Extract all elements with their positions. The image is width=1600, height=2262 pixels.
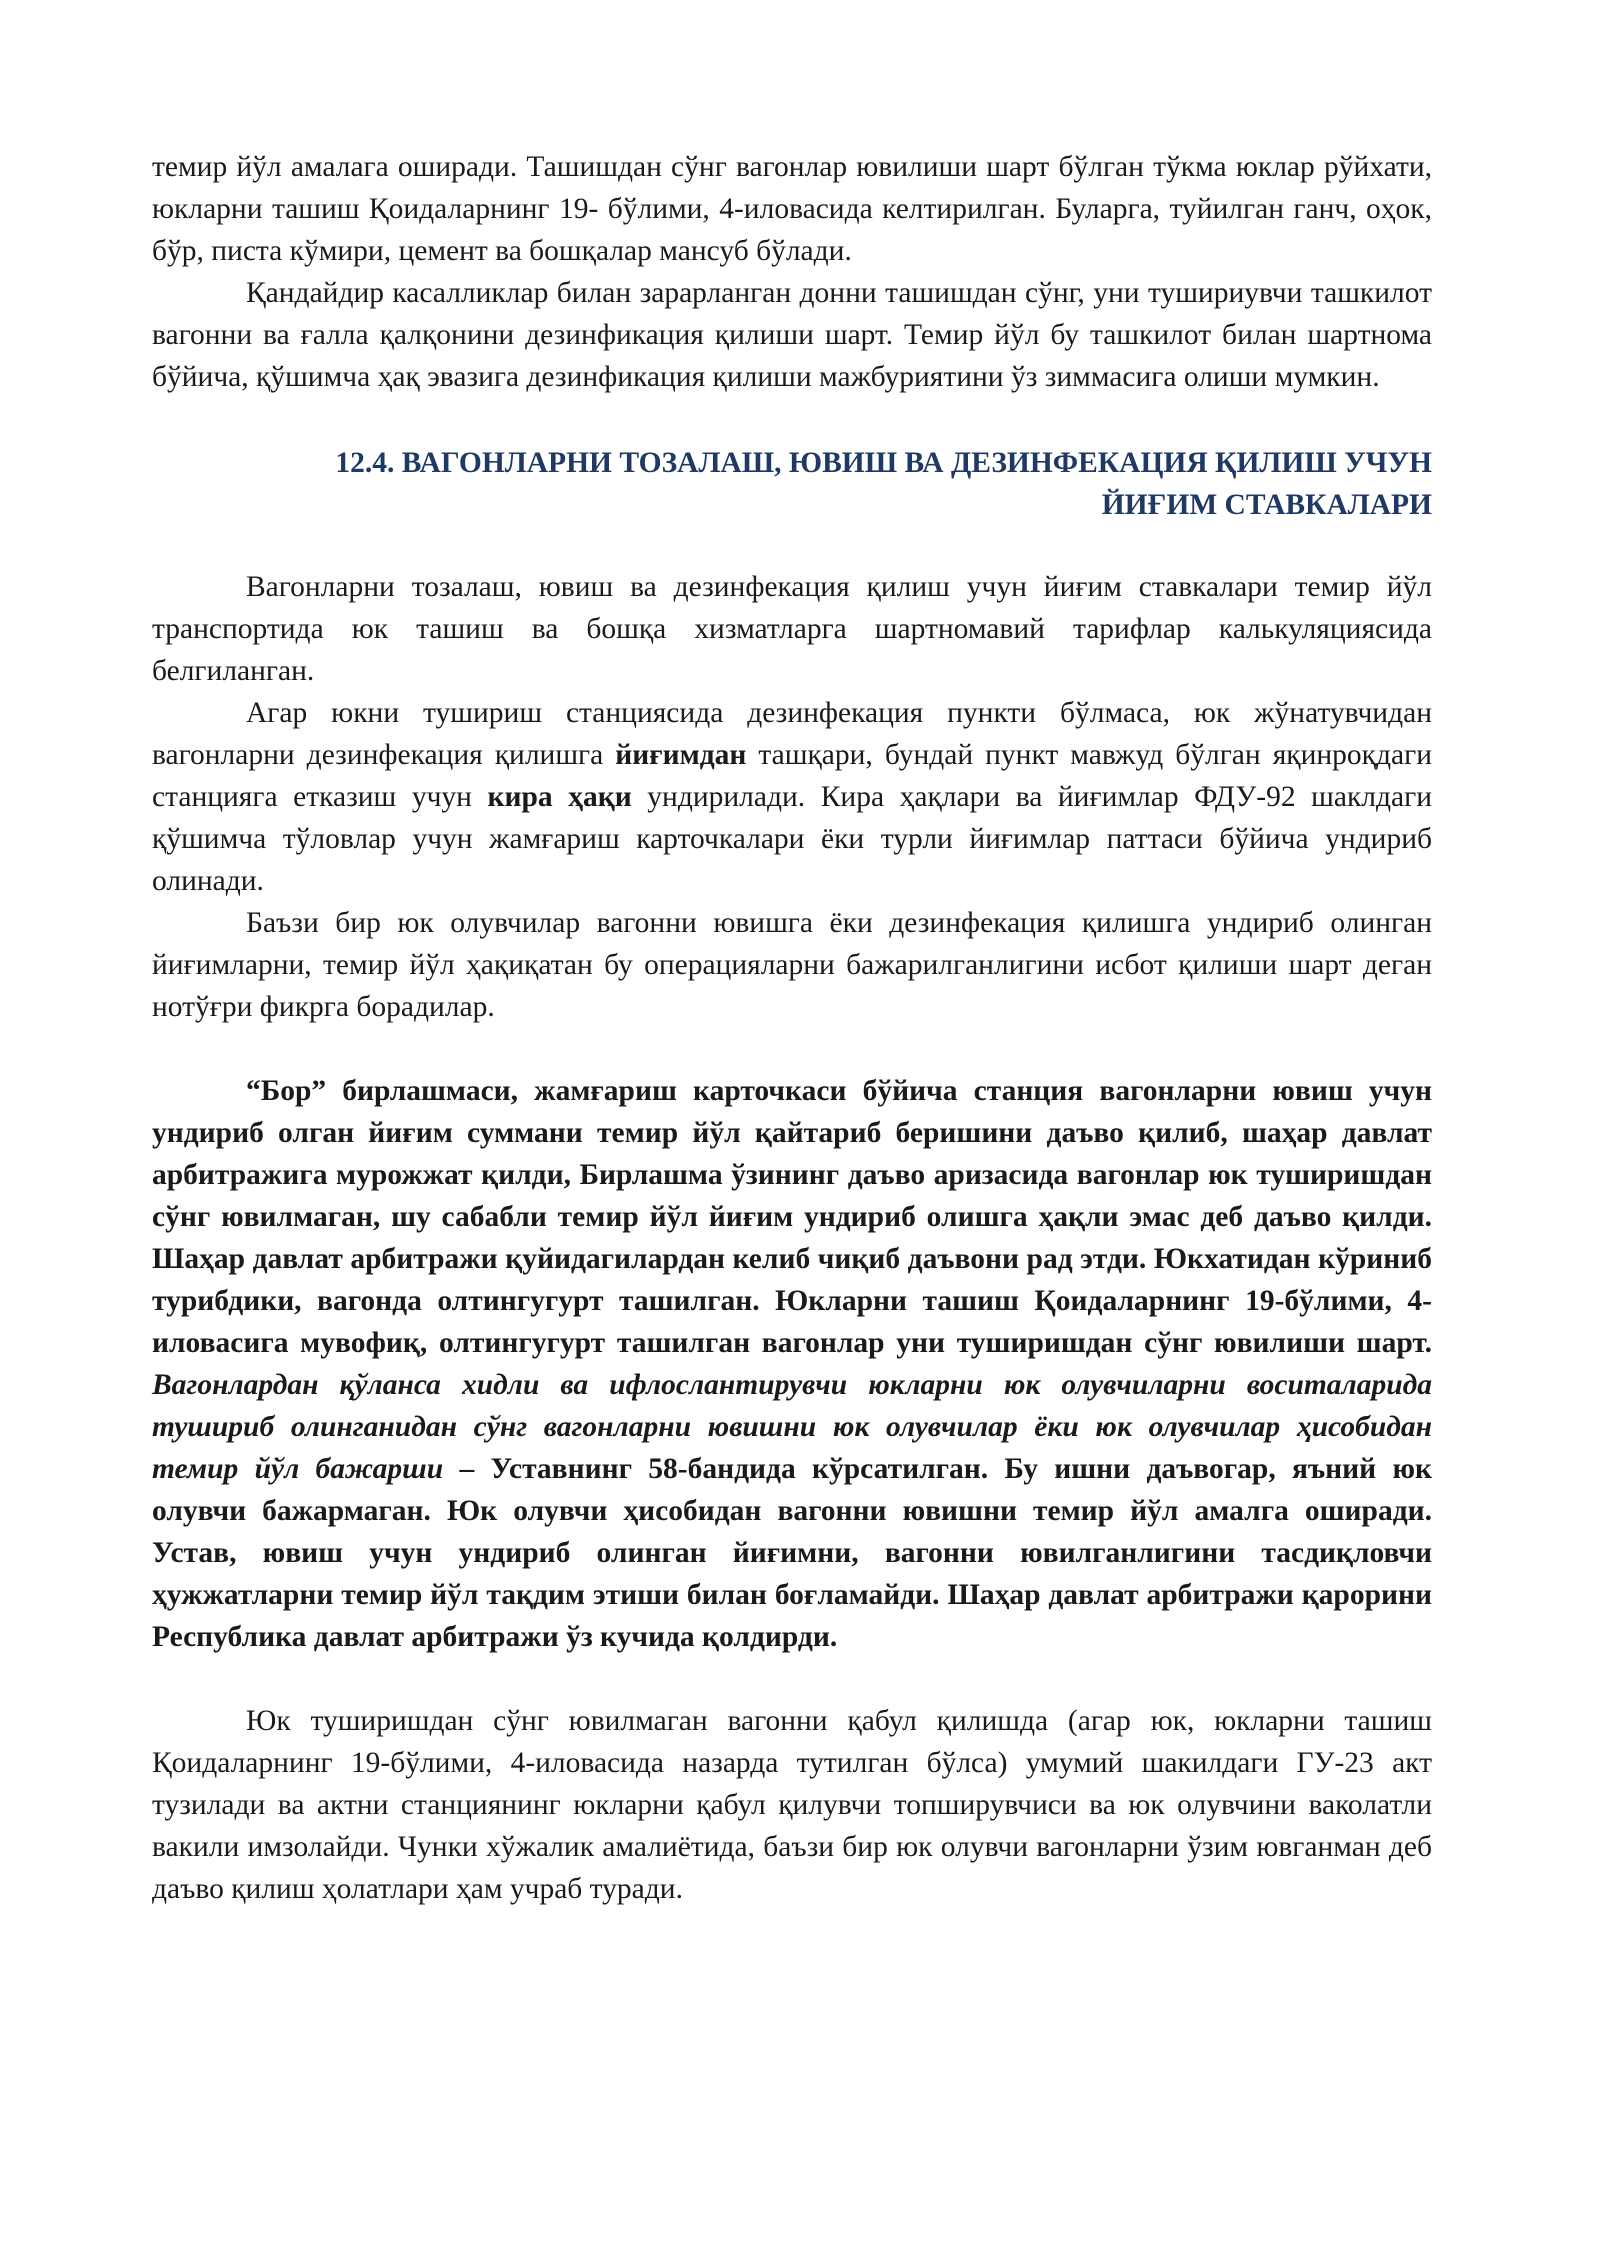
bold-term-fee: йиғимдан <box>615 739 747 771</box>
paragraph-continuation: темир йўл амалага оширади. Ташишдан сўнг вагонлар ювилиши шарт бўлган тўкма юклар рўйхати, юкларни ташиш Қоидаларнинг 19- бўлими, 4-иловасида келтирилган. Буларга, туйилган ганч, оҳок, бўр, писта кўмири, цемент ва бошқалар мансуб бўлади. <box>152 151 1432 267</box>
text-run: ундирилади. Кира ҳақлари ва йиғимлар ФДУ-92 шаклдаги қўшимча тўловлар учун жамғариш карточкалари ёки турли йиғимлар паттаси бўйича ундириб олинади. <box>152 781 1432 897</box>
section-heading-line-2: ЙИҒИМ СТАВКАЛАРИ <box>1101 489 1432 521</box>
text-run: “Бор” бирлашмаси, жамғариш карточкаси бўйича станция вагонларни ювиш учун ундириб олган йиғим суммани темир йўл қайтариб беришини даъво қилиб, шаҳар давлат арбитражига мурожжат қилди, Бирлашма ўзининг даъво аризасида вагонлар юк туширишдан сўнг ювилмаган, шу сабабли темир йўл йиғим ундириб олишга ҳақли эмас деб даъво қилди. Шаҳар давлат арбитражи қуйидагилардан келиб чиқиб даъвони рад этди. Юкхатидан кўриниб турибдики, вагонда олтингугурт ташилган. Юкларни ташиш Қоидаларнинг 19-бўлими, 4-иловасига мувофиқ, олтингугурт ташилган вагонлар уни туширишдан сўнг ювилиши шарт. <box>152 1075 1432 1359</box>
section-heading <box>152 442 1432 526</box>
paragraph-disinfection-grain: Қандайдир касалликлар билан зарарланган донни ташишдан сўнг, уни тушириувчи ташкилот вагонни ва ғалла қалқонини дезинфикация қилиши шарт. Темир йўл бу ташкилот билан шартнома бўйича, қўшимча ҳақ эвазига дезинфикация қилиши мажбуриятини ўз зиммасига олиши мумкин. <box>152 277 1432 393</box>
text-run: – Уставнинг 58-бандида кўрсатилган. Бу ишни даъвогар, яъний юк олувчи бажармаган. Юк олувчи ҳисобидан вагонни ювишни темир йўл амалга оширади. Устав, ювиш учун ундириб олинган йиғимни, вагонни ювилганлигини тасдиқловчи ҳужжатларни темир йўл тақдим этиши билан боғламайди. Шаҳар давлат арбитражи қарорини Республика давлат арбитражи ўз кучида қолдирди. <box>152 1453 1432 1653</box>
paragraph-fee-rates: Вагонларни тозалаш, ювиш ва дезинфекация қилиш учун йиғим ставкалари темир йўл транспортида юк ташиш ва бошқа хизматларга шартномавий тарифлар калькуляциясида белгиланган. <box>152 571 1432 687</box>
section-heading-line-1: 12.4. ВАГОНЛАРНИ ТОЗАЛАШ, ЮВИШ ВА ДЕЗИНФЕКАЦИЯ ҚИЛИШ УЧУН <box>335 447 1432 479</box>
italic-statute-quote: Вагонлардан қўланса хидли ва ифлослантирувчи юкларни юк олувчиларни воситаларида тушириб олинганидан сўнг вагонларни ювишни юк олувчилар ёки юк олувчилар ҳисобидан темир йўл бажарши <box>152 1369 1432 1485</box>
paragraph-misconception: Баъзи бир юк олувчилар вагонни ювишга ёки дезинфекация қилишга ундириб олинган йиғимларни, темир йўл ҳақиқатан бу операцияларни бажарилганлигини исбот қилиши шарт деган нотўғри фикрга борадилар. <box>152 907 1432 1023</box>
document-page <box>152 146 1432 1910</box>
paragraph-disinfection-point <box>152 692 1432 902</box>
text-run: Агар юкни тушириш станциясида дезинфекация пункти бўлмаса, юк жўнатувчидан вагонларни дезинфекация қилишга <box>152 697 1432 771</box>
text-run: ташқари, бундай пункт мавжуд бўлган яқинроқдаги станцияга етказиш учун <box>152 739 1432 813</box>
paragraph-case-example <box>152 1070 1432 1658</box>
paragraph-gu23-act: Юк туширишдан сўнг ювилмаган вагонни қабул қилишда (агар юк, юкларни ташиш Қоидаларнинг 19-бўлими, 4-иловасида назарда тутилган бўлса) умумий шакилдаги ГУ-23 акт тузилади ва актни станциянинг юкларни қабул қилувчи топширувчиси ва юк олувчини ваколатли вакили имзолайди. Чунки хўжалик амалиётида, баъзи бир юк олувчи вагонларни ўзим ювганман деб даъво қилиш ҳолатлари ҳам учраб туради. <box>152 1705 1432 1905</box>
bold-term-transport-charge: кира ҳақи <box>487 781 632 813</box>
